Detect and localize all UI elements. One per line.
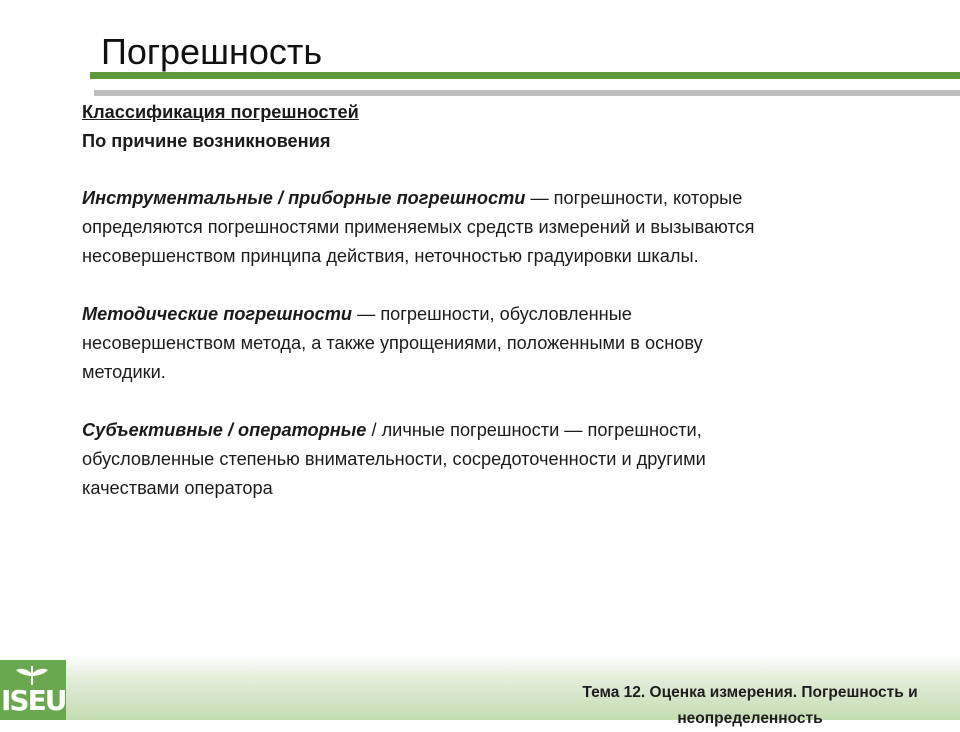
footer-topic-line1: Тема 12. Оценка измерения. Погрешность и [582,684,918,701]
slide-body [82,98,912,503]
paragraph-instrumental [82,184,912,271]
classification-heading: Классификация погрешностей [82,102,359,122]
paragraph-text: качествами оператора [82,478,273,498]
paragraph-text: несовершенством принципа действия, неточностью градуировки шкалы. [82,246,699,266]
term-instrumental: Инструментальные / приборные погрешности [82,188,526,208]
slide-title: Погрешность [101,31,323,72]
footer-topic [560,680,940,732]
paragraph-text: / личные погрешности — погрешности, [366,420,702,440]
term-subjective: Субъективные / операторные [82,420,367,440]
term-methodical: Методические погрешности [82,304,353,324]
iseu-logo [0,660,66,720]
title-rule-grey [94,90,960,96]
paragraph-methodical [82,300,912,387]
logo-text: ISEU [1,684,66,717]
cause-subheading: По причине возникновения [82,131,331,151]
paragraph-subjective [82,416,912,503]
paragraph-text: несовершенством метода, а также упрощениями, положенными в основу [82,333,703,353]
paragraph-text: определяются погрешностями применяемых средств измерений и вызываются [82,217,755,237]
title-rule-green [90,72,960,79]
paragraph-text: — погрешности, которые [525,188,743,208]
paragraph-text: методики. [82,362,166,382]
leaf-icon [12,664,52,686]
footer-topic-line2: неопределенность [677,710,823,727]
paragraph-text: — погрешности, обусловленные [352,304,632,324]
paragraph-text: обусловленные степенью внимательности, сосредоточенности и другими [82,449,706,469]
